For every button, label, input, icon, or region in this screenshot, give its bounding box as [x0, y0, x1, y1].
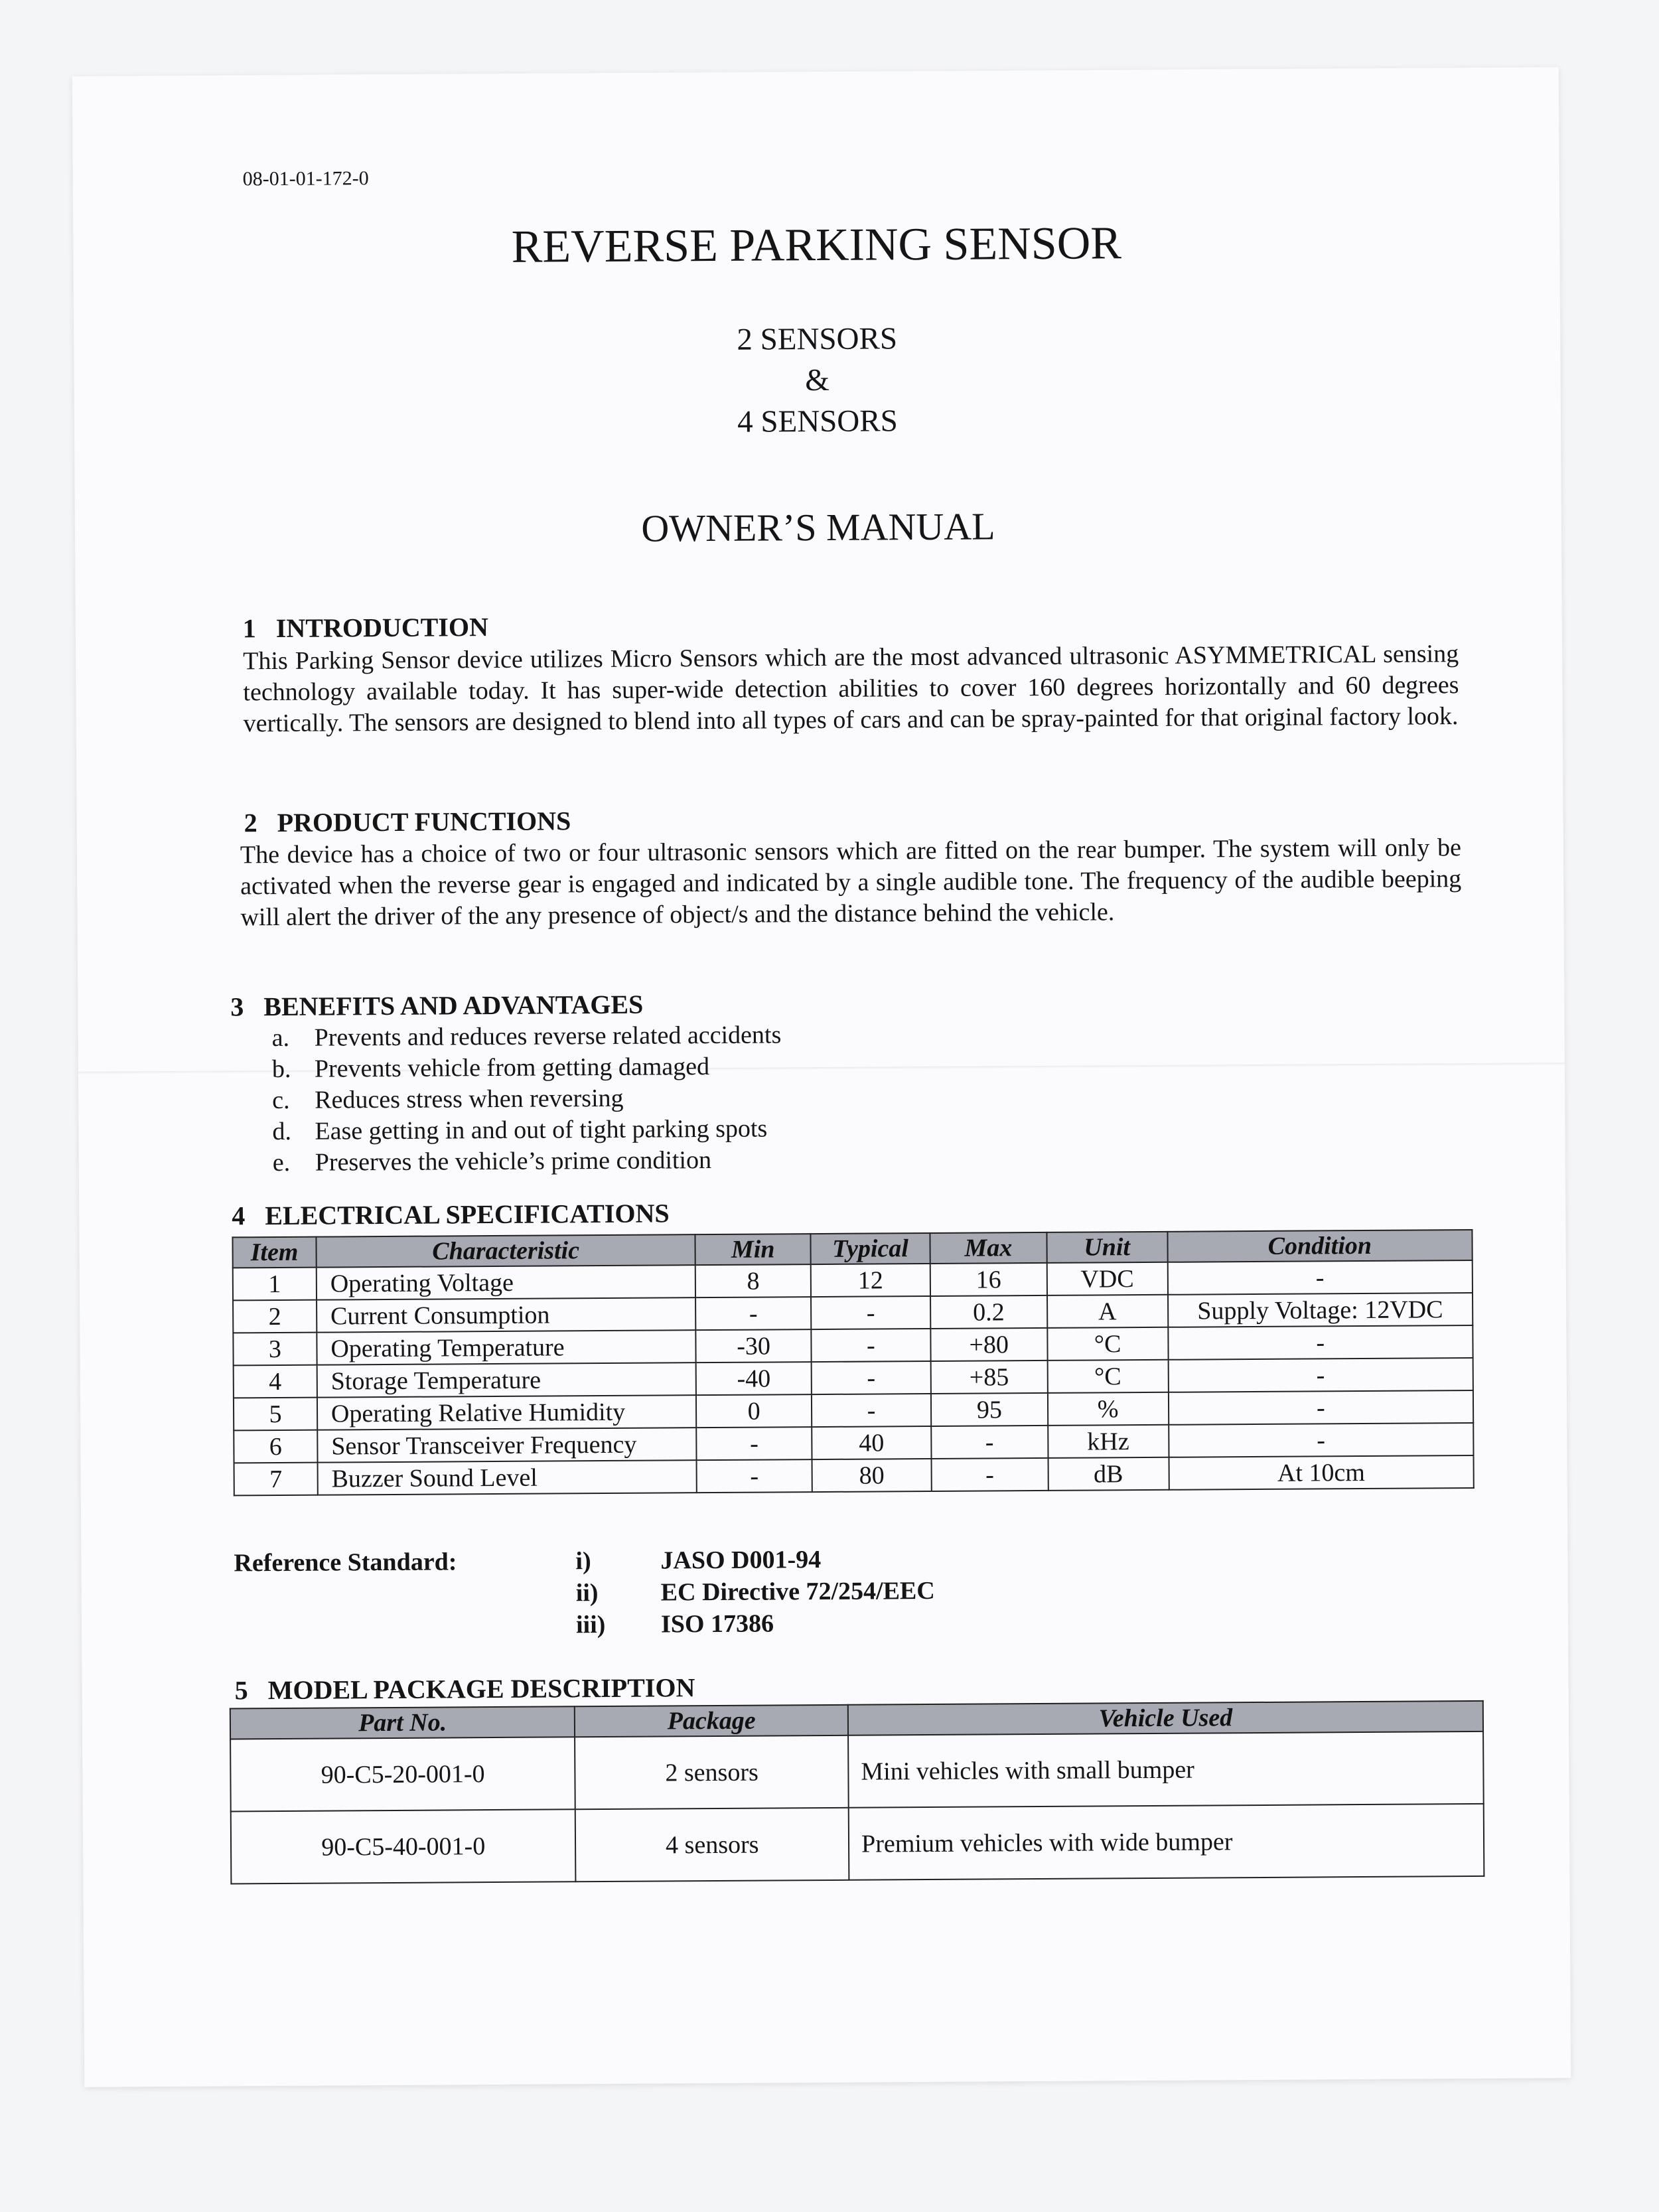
table-cell: -30 [696, 1329, 812, 1363]
table-cell: Storage Temperature [317, 1363, 697, 1397]
benefit-marker: e. [272, 1148, 291, 1177]
table-cell: Supply Voltage: 12VDC [1168, 1293, 1473, 1327]
table-cell: A [1047, 1295, 1168, 1328]
product-functions-text: The device has a choice of two or four ultrasonic sensors which are fitted on the rear bumper. The system will only be activated when the reverse gear is engaged and indicated by a single audible tone. The frequency of the audible beeping will alert the driver of the any presence of object/s and the distance behind the vehicle. [240, 834, 1462, 932]
document-number: 08-01-01-172-0 [242, 167, 369, 190]
table-cell: Operating Voltage [317, 1265, 696, 1299]
benefits-list [271, 1019, 782, 1179]
benefit-text: Preserves the vehicle’s prime condition [315, 1146, 712, 1177]
reference-text: ISO 17386 [660, 1609, 774, 1639]
table-cell: 7 [234, 1463, 318, 1496]
table-cell: 0.2 [930, 1295, 1047, 1329]
table-cell: 3 [233, 1333, 317, 1366]
benefit-marker: a. [271, 1023, 290, 1053]
table-cell: - [695, 1297, 811, 1330]
benefit-item [272, 1082, 782, 1116]
table-cell: °C [1047, 1360, 1168, 1393]
section-heading-electrical: 4 ELECTRICAL SPECIFICATIONS [232, 1198, 670, 1231]
table-cell: dB [1048, 1457, 1169, 1491]
section-heading-introduction: 1 INTRODUCTION [242, 612, 489, 644]
table-cell: VDC [1046, 1262, 1167, 1295]
table-cell: - [811, 1296, 930, 1329]
manual-title: OWNER’S MANUAL [641, 504, 995, 550]
table-row [230, 1732, 1484, 1812]
column-header: Max [930, 1232, 1046, 1264]
benefit-marker: c. [272, 1086, 290, 1115]
table-cell: At 10cm [1169, 1455, 1474, 1490]
page-title: REVERSE PARKING SENSOR [511, 218, 1122, 273]
table-cell: -40 [696, 1362, 812, 1395]
column-header: Condition [1167, 1230, 1473, 1262]
table-cell: Current Consumption [317, 1297, 696, 1332]
table-cell: - [1168, 1358, 1473, 1392]
table-cell: - [1167, 1260, 1473, 1295]
column-header: Typical [810, 1233, 930, 1264]
table-cell: % [1048, 1392, 1169, 1426]
section-heading-product-functions: 2 PRODUCT FUNCTIONS [244, 806, 571, 838]
benefit-item [273, 1144, 782, 1179]
column-header: Min [695, 1234, 811, 1265]
table-cell: - [812, 1394, 931, 1427]
reference-marker: iii) [575, 1611, 606, 1639]
table-cell: Mini vehicles with small bumper [848, 1732, 1484, 1808]
reference-standard-label: Reference Standard: [234, 1548, 457, 1578]
table-cell: 8 [695, 1264, 811, 1297]
table-cell: kHz [1048, 1425, 1169, 1458]
table-cell: 0 [696, 1394, 812, 1428]
benefit-marker: b. [271, 1055, 291, 1084]
table-cell: Sensor Transceiver Frequency [317, 1428, 697, 1462]
table-cell: 4 [234, 1365, 317, 1398]
subtitle-line-3: 4 SENSORS [737, 404, 898, 439]
table-cell: 2 sensors [575, 1735, 848, 1810]
table-cell: - [931, 1426, 1048, 1459]
reference-marker: ii) [575, 1579, 599, 1607]
table-cell: °C [1047, 1327, 1168, 1361]
table-cell: +80 [930, 1328, 1047, 1361]
benefit-marker: d. [272, 1117, 292, 1146]
table-row [231, 1804, 1484, 1884]
benefit-text: Prevents vehicle from getting damaged [314, 1053, 710, 1083]
table-cell: - [812, 1361, 931, 1394]
introduction-text: This Parking Sensor device utilizes Micro Sensors which are the most advanced ultrasonic ASYMMETRICAL sensing technology available today. It has super-wide detection abilities to cover 160 degrees horizontally and 60 degrees vertically. The sensors are designed to blend into all types of cars and can be spray-painted for that original factory look. [243, 640, 1459, 738]
table-cell: 90-C5-20-001-0 [230, 1737, 575, 1811]
table-cell: 4 sensors [575, 1808, 849, 1882]
section-heading-model-package: 5 MODEL PACKAGE DESCRIPTION [234, 1672, 695, 1706]
column-header: Package [575, 1705, 848, 1737]
electrical-spec-table [232, 1229, 1474, 1496]
column-header: Item [232, 1237, 316, 1268]
table-row [234, 1455, 1474, 1495]
table-cell: 90-C5-40-001-0 [231, 1809, 576, 1883]
table-cell: - [1169, 1423, 1474, 1457]
section-heading-benefits: 3 BENEFITS AND ADVANTAGES [230, 989, 644, 1022]
table-cell: 80 [812, 1459, 932, 1492]
reference-text: JASO D001-94 [660, 1546, 822, 1575]
benefit-item [272, 1051, 782, 1085]
table-cell: +85 [931, 1361, 1048, 1394]
table-cell: - [931, 1458, 1048, 1491]
table-cell: 16 [930, 1263, 1047, 1296]
reference-list [575, 1543, 935, 1641]
reference-item [575, 1543, 934, 1577]
table-cell: - [1168, 1390, 1473, 1425]
table-cell: Operating Temperature [317, 1330, 696, 1364]
reference-item [576, 1575, 935, 1609]
column-header: Part No. [230, 1706, 575, 1739]
table-cell: 5 [234, 1398, 317, 1431]
subtitle-line-1: 2 SENSORS [737, 321, 898, 357]
table-cell: Premium vehicles with wide bumper [849, 1804, 1484, 1880]
table-cell: - [696, 1427, 812, 1460]
table-cell: Operating Relative Humidity [317, 1395, 697, 1430]
table-cell: 2 [233, 1300, 317, 1333]
column-header: Unit [1046, 1232, 1167, 1263]
table-cell: 12 [811, 1264, 930, 1297]
table-cell: 95 [931, 1393, 1048, 1426]
column-header: Characteristic [316, 1234, 695, 1267]
model-package-table [230, 1700, 1485, 1885]
table-cell: - [811, 1329, 930, 1362]
reference-item [576, 1607, 935, 1641]
benefit-text: Prevents and reduces reverse related accidents [314, 1021, 782, 1052]
subtitle-line-2: & [805, 362, 830, 398]
reference-marker: i) [575, 1547, 591, 1576]
table-cell: 6 [234, 1430, 317, 1463]
table-cell: 1 [233, 1268, 317, 1301]
table-cell: - [1168, 1325, 1473, 1360]
table-cell: Buzzer Sound Level [317, 1460, 697, 1495]
manual-page [72, 67, 1571, 2087]
benefit-item [271, 1019, 781, 1054]
benefit-text: Ease getting in and out of tight parking spots [315, 1114, 768, 1145]
table-cell: 40 [812, 1426, 931, 1459]
reference-text: EC Directive 72/254/EEC [660, 1576, 935, 1607]
benefit-text: Reduces stress when reversing [315, 1084, 624, 1114]
benefit-item [272, 1113, 782, 1147]
column-header: Vehicle Used [848, 1701, 1483, 1735]
table-cell: - [697, 1459, 812, 1493]
